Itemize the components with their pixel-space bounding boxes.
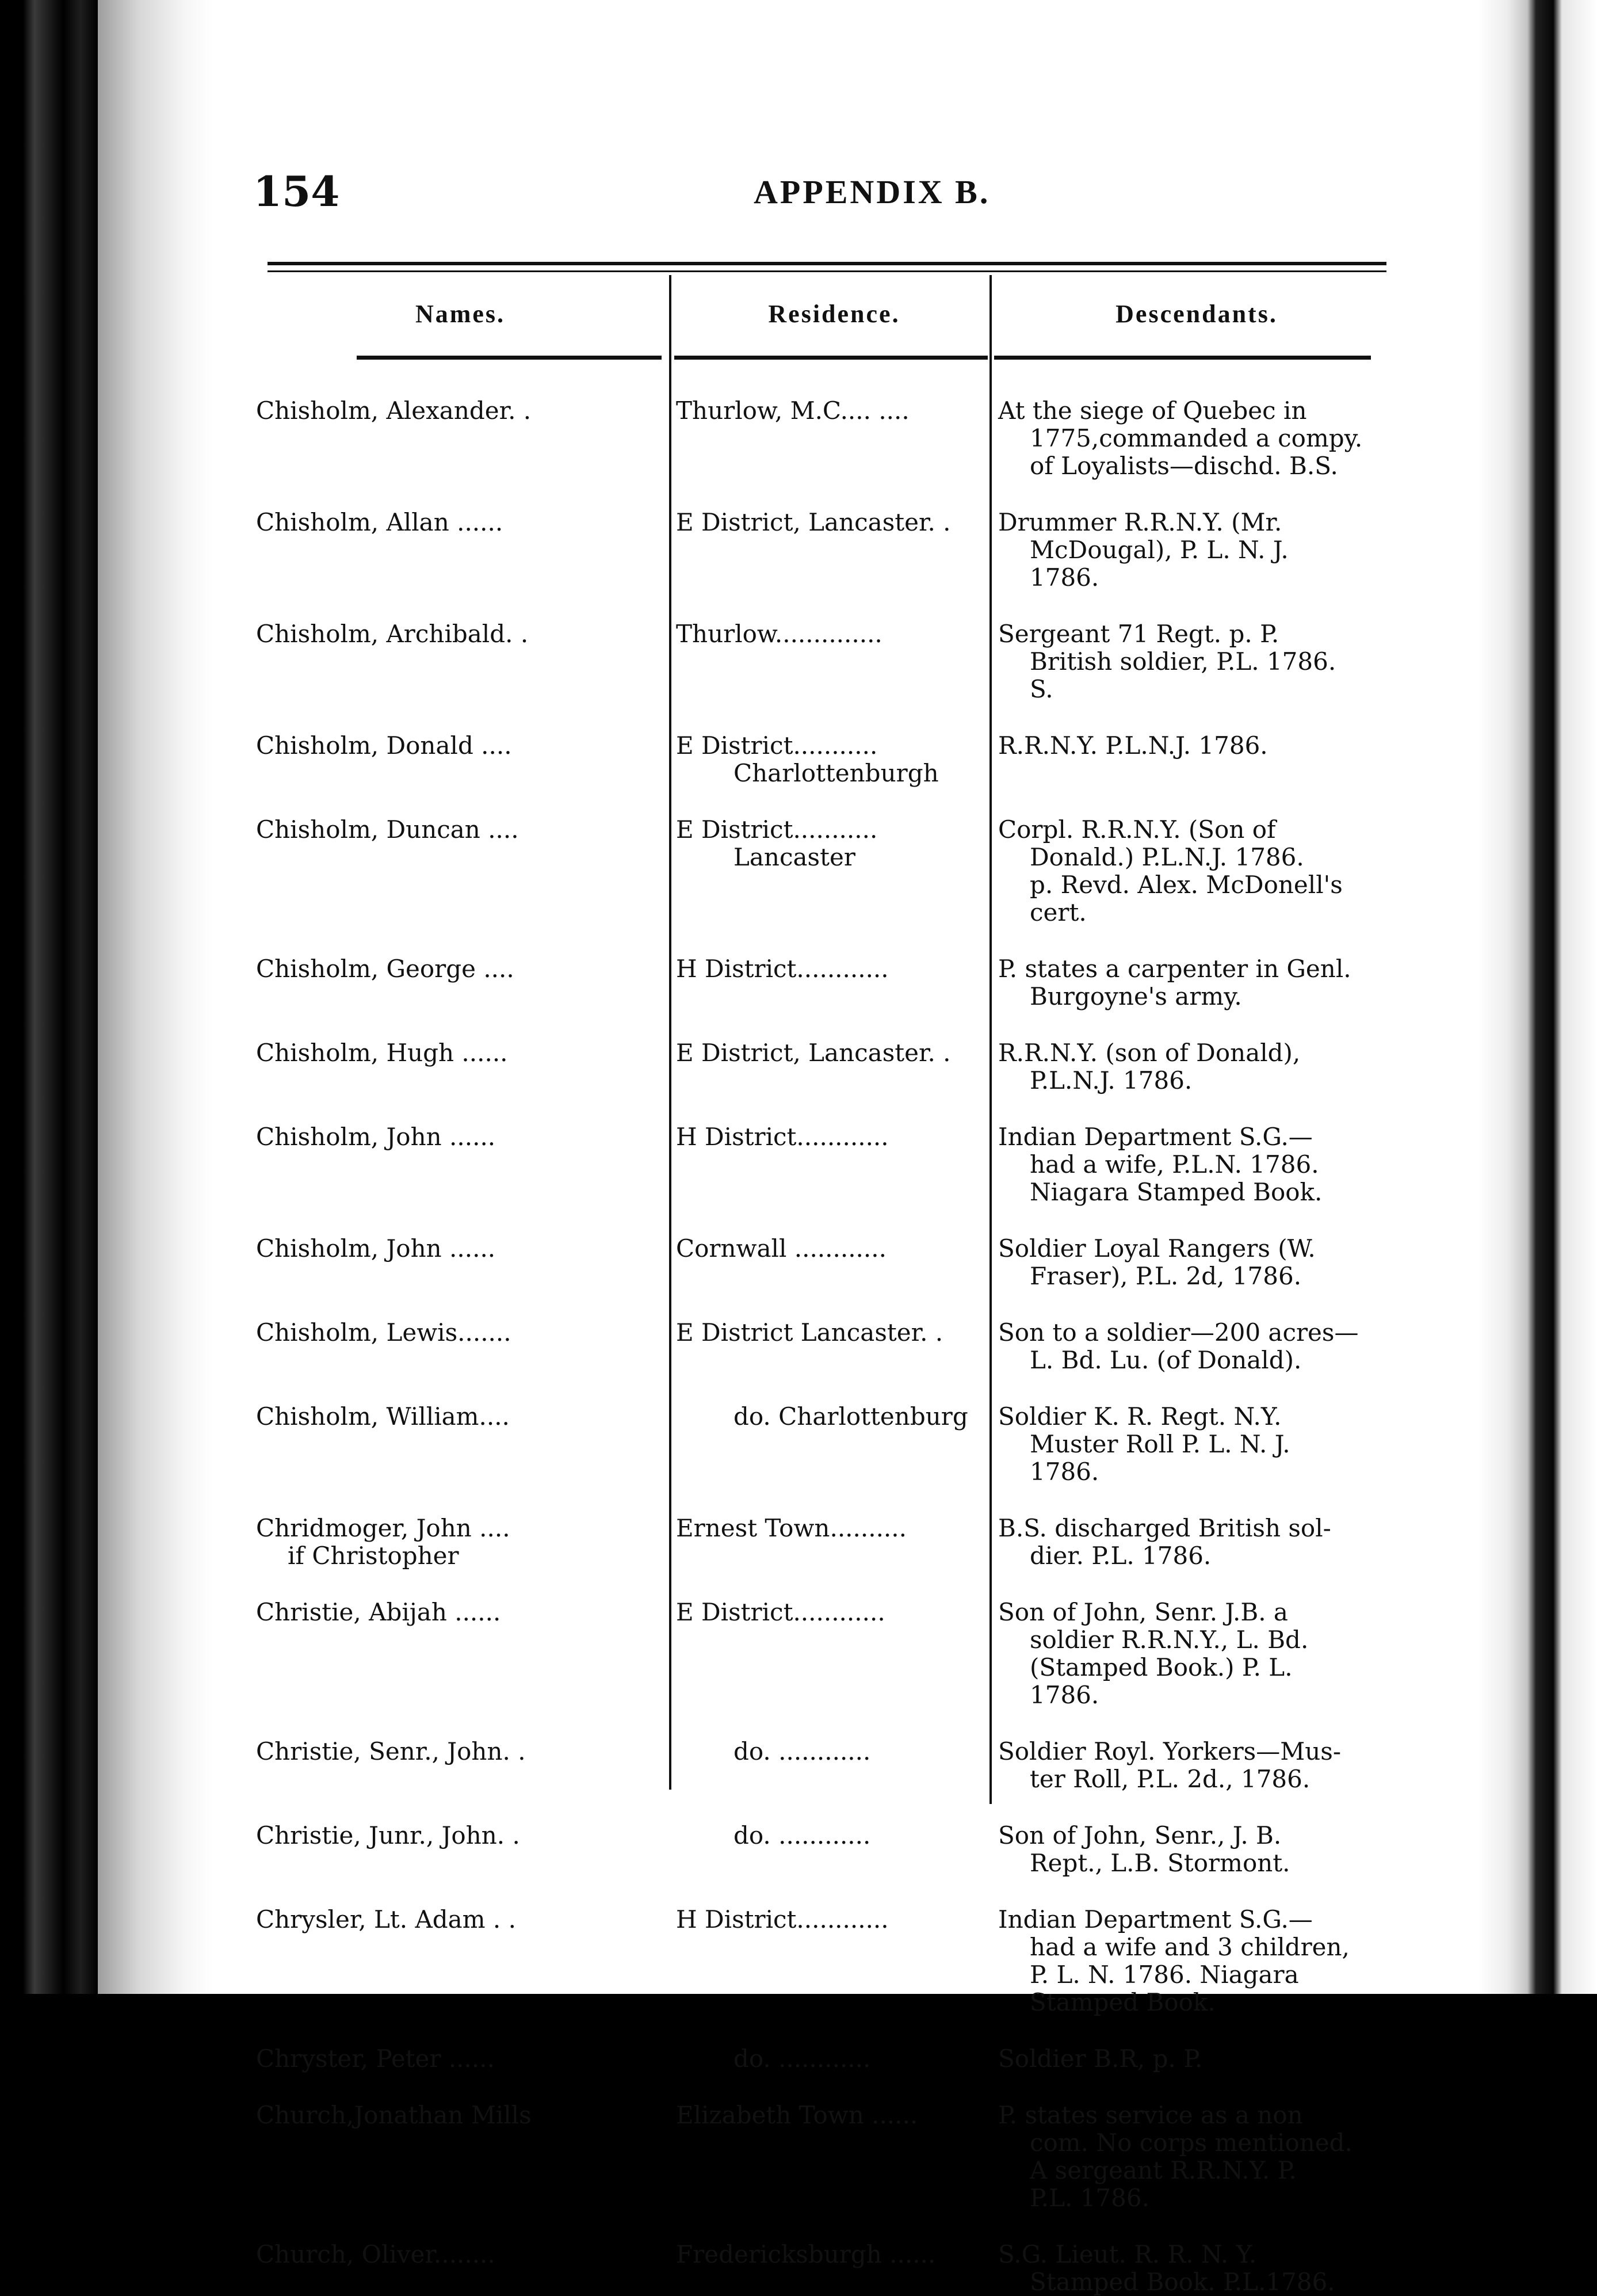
descendants-line: Donald.) P.L.N.J. 1786.	[1030, 843, 1304, 871]
name-line: Chisholm, Hugh ......	[256, 1039, 508, 1067]
residence-cell	[676, 509, 989, 536]
name-cell	[256, 620, 670, 648]
residence-cell	[676, 732, 989, 787]
descendants-cell	[998, 2241, 1378, 2296]
residence-line: do. ............	[733, 1821, 871, 1849]
descendants-line: com. No corps mentioned.	[1030, 2129, 1353, 2157]
name-line: Christie, Senr., John. .	[256, 1737, 526, 1765]
header-rule-names	[357, 356, 662, 360]
residence-cell	[676, 1235, 989, 1263]
descendants-line: Niagara Stamped Book.	[1030, 1178, 1323, 1206]
residence-cell	[676, 1599, 989, 1626]
descendants-line: S.	[1030, 675, 1053, 703]
name-cell	[256, 1235, 670, 1263]
name-line: Chisholm, Donald ....	[256, 731, 512, 760]
residence-line: Charlottenburgh	[733, 759, 939, 787]
descendants-line: Soldier Loyal Rangers (W.	[998, 1234, 1316, 1263]
name-cell	[256, 955, 670, 983]
scan-binding-edge	[0, 0, 98, 2067]
descendants-line: P. states service as a non	[998, 2101, 1303, 2129]
descendants-line: R.R.N.Y. P.L.N.J. 1786.	[998, 731, 1268, 760]
name-line: Chisholm, William....	[256, 1402, 510, 1431]
descendants-line: P.L.N.J. 1786.	[1030, 1066, 1193, 1094]
name-line: Chisholm, Archibald. .	[256, 620, 529, 648]
scan-right-edge	[1478, 0, 1597, 1994]
residence-cell	[676, 1123, 989, 1151]
descendants-cell	[998, 2045, 1378, 2073]
name-cell	[256, 1515, 670, 1570]
descendants-line: P.L. 1786.	[1030, 2184, 1149, 2212]
residence-line: E District...........	[676, 731, 878, 760]
descendants-line: S.G. Lieut. R. R. N. Y.	[998, 2240, 1257, 2268]
name-cell	[256, 816, 670, 844]
residence-cell	[676, 1403, 989, 1431]
name-cell	[256, 509, 670, 536]
name-cell	[256, 397, 670, 425]
descendants-cell	[998, 816, 1378, 926]
descendants-cell	[998, 1403, 1378, 1486]
residence-line: E District...........	[676, 815, 878, 844]
residence-line: do. Charlottenburg	[733, 1402, 968, 1431]
descendants-line: Rept., L.B. Stormont.	[1030, 1849, 1290, 1877]
name-cell	[256, 1403, 670, 1431]
residence-line: do. ............	[733, 1737, 871, 1765]
descendants-line: Son of John, Senr., J. B.	[998, 1821, 1282, 1849]
name-line: Chrysler, Lt. Adam . .	[256, 1905, 516, 1933]
residence-cell	[676, 2102, 989, 2129]
descendants-cell	[998, 1235, 1378, 1290]
name-line: Christie, Abijah ......	[256, 1598, 501, 1626]
descendants-line: (Stamped Book.) P. L.	[1030, 1653, 1293, 1681]
descendants-line: Burgoyne's army.	[1030, 982, 1242, 1010]
descendants-line: Muster Roll P. L. N. J.	[1030, 1430, 1290, 1458]
top-rule-thin	[268, 270, 1386, 272]
name-cell	[256, 732, 670, 760]
residence-cell	[676, 1738, 989, 1765]
descendants-cell	[998, 1039, 1378, 1094]
residence-line: Thurlow..............	[676, 620, 882, 648]
name-cell	[256, 1123, 670, 1151]
descendants-line: had a wife and 3 children,	[1030, 1933, 1350, 1961]
descendants-line: L. Bd. Lu. (of Donald).	[1030, 1346, 1302, 1374]
page-number: 154	[253, 167, 340, 216]
residence-cell	[676, 1515, 989, 1542]
residence-line: H District............	[676, 955, 889, 983]
descendants-line: soldier R.R.N.Y., L. Bd.	[1030, 1626, 1309, 1654]
residence-cell	[676, 1906, 989, 1933]
descendants-line: Soldier B.R, p. P.	[998, 2045, 1203, 2073]
descendants-line: cert.	[1030, 898, 1087, 926]
residence-line: E District, Lancaster. .	[676, 1039, 951, 1067]
name-cell	[256, 2102, 670, 2129]
descendants-line: ter Roll, P.L. 2d., 1786.	[1030, 1765, 1311, 1793]
descendants-line: Soldier K. R. Regt. N.Y.	[998, 1402, 1282, 1431]
descendants-line: At the siege of Quebec in	[998, 396, 1307, 425]
descendants-line: Sergeant 71 Regt. p. P.	[998, 620, 1279, 648]
residence-line: Ernest Town..........	[676, 1514, 907, 1542]
descendants-line: Drummer R.R.N.Y. (Mr.	[998, 508, 1282, 536]
residence-cell	[676, 620, 989, 648]
descendants-cell	[998, 509, 1378, 592]
residence-line: Cornwall ............	[676, 1234, 887, 1263]
descendants-line: p. Revd. Alex. McDonell's	[1030, 871, 1343, 899]
name-cell	[256, 1738, 670, 1765]
name-line: Chisholm, George ....	[256, 955, 514, 983]
page-gutter-shadow	[98, 0, 213, 1997]
descendants-cell	[998, 2102, 1378, 2212]
descendants-line: Stamped Book. P.L.1786.	[1030, 2268, 1335, 2296]
descendants-line: of Loyalists—dischd. B.S.	[1030, 452, 1338, 480]
residence-cell	[676, 1319, 989, 1347]
descendants-line: Son to a soldier—200 acres—	[998, 1318, 1359, 1347]
residence-line: E District, Lancaster. .	[676, 508, 951, 536]
name-cell	[256, 1599, 670, 1626]
top-rule-thick	[268, 262, 1386, 265]
name-line: Chisholm, Lewis.......	[256, 1318, 511, 1347]
name-cell	[256, 1822, 670, 1849]
residence-cell	[676, 955, 989, 983]
descendants-line: 1786.	[1030, 563, 1099, 592]
name-line: Christie, Junr., John. .	[256, 1821, 520, 1849]
descendants-cell	[998, 1822, 1378, 1877]
name-line: Chridmoger, John ....	[256, 1514, 510, 1542]
residence-cell	[676, 1039, 989, 1067]
residence-line: E District Lancaster. .	[676, 1318, 943, 1347]
descendants-line: Son of John, Senr. J.B. a	[998, 1598, 1288, 1626]
residence-line: Lancaster	[733, 843, 855, 871]
header-rule-descendants	[994, 356, 1371, 360]
descendants-cell	[998, 620, 1378, 703]
name-line: Chisholm, Duncan ....	[256, 815, 519, 844]
descendants-line: 1775,commanded a compy.	[1030, 424, 1363, 452]
name-cell	[256, 2241, 670, 2268]
name-line: Chisholm, John ......	[256, 1234, 496, 1263]
name-cell	[256, 1039, 670, 1067]
name-cell	[256, 2045, 670, 2073]
residence-line: Fredericksburgh ......	[676, 2240, 936, 2268]
descendants-cell	[998, 955, 1378, 1010]
descendants-cell	[998, 1123, 1378, 1206]
column-header-residence: Residence.	[768, 300, 900, 328]
name-line: Chisholm, John ......	[256, 1123, 496, 1151]
column-header-names: Names.	[415, 300, 506, 328]
residence-cell	[676, 816, 989, 871]
residence-line: E District............	[676, 1598, 885, 1626]
descendants-cell	[998, 1515, 1378, 1570]
descendants-line: had a wife, P.L.N. 1786.	[1030, 1150, 1319, 1178]
descendants-cell	[998, 732, 1378, 760]
residence-line: H District............	[676, 1905, 889, 1933]
descendants-line: Stamped Book.	[1030, 1988, 1216, 2016]
descendants-cell	[998, 1906, 1378, 2016]
name-line: Church, Oliver........	[256, 2240, 495, 2268]
residence-line: Elizabeth Town ......	[676, 2101, 918, 2129]
descendants-line: 1786.	[1030, 1458, 1099, 1486]
header-rule-residence	[674, 356, 988, 360]
descendants-line: Fraser), P.L. 2d, 1786.	[1030, 1262, 1302, 1290]
name-line: Church,Jonathan Mills	[256, 2101, 532, 2129]
name-line: Chryster, Peter ......	[256, 2045, 495, 2073]
descendants-line: Corpl. R.R.N.Y. (Son of	[998, 815, 1276, 844]
column-divider-residence	[989, 275, 992, 1804]
descendants-line: Indian Department S.G.—	[998, 1123, 1313, 1151]
descendants-line: A sergeant R.R.N.Y. P.	[1030, 2156, 1297, 2184]
descendants-line: dier. P.L. 1786.	[1030, 1542, 1212, 1570]
name-line: Chisholm, Alexander. .	[256, 396, 532, 425]
residence-cell	[676, 2241, 989, 2268]
residence-cell	[676, 1822, 989, 1849]
residence-line: do. ............	[733, 2045, 871, 2073]
name-line: Chisholm, Allan ......	[256, 508, 503, 536]
descendants-line: B.S. discharged British sol-	[998, 1514, 1331, 1542]
descendants-line: P. states a carpenter in Genl.	[998, 955, 1351, 983]
descendants-line: Soldier Royl. Yorkers—Mus-	[998, 1737, 1342, 1765]
descendants-line: McDougal), P. L. N. J.	[1030, 536, 1289, 564]
residence-cell	[676, 2045, 989, 2073]
name-cell	[256, 1906, 670, 1933]
descendants-cell	[998, 397, 1378, 480]
descendants-line: British soldier, P.L. 1786.	[1030, 647, 1336, 676]
descendants-cell	[998, 1599, 1378, 1709]
descendants-line: R.R.N.Y. (son of Donald),	[998, 1039, 1301, 1067]
descendants-line: P. L. N. 1786. Niagara	[1030, 1961, 1299, 1989]
residence-line: Thurlow, M.C.... ....	[676, 396, 910, 425]
residence-cell	[676, 397, 989, 425]
column-header-descendants: Descendants.	[1115, 300, 1278, 328]
residence-line: H District............	[676, 1123, 889, 1151]
descendants-line: 1786.	[1030, 1681, 1099, 1709]
descendants-cell	[998, 1319, 1378, 1374]
descendants-line: Indian Department S.G.—	[998, 1905, 1313, 1933]
name-line: if Christopher	[288, 1542, 459, 1570]
descendants-cell	[998, 1738, 1378, 1793]
running-head: APPENDIX B.	[754, 173, 991, 211]
name-cell	[256, 1319, 670, 1347]
